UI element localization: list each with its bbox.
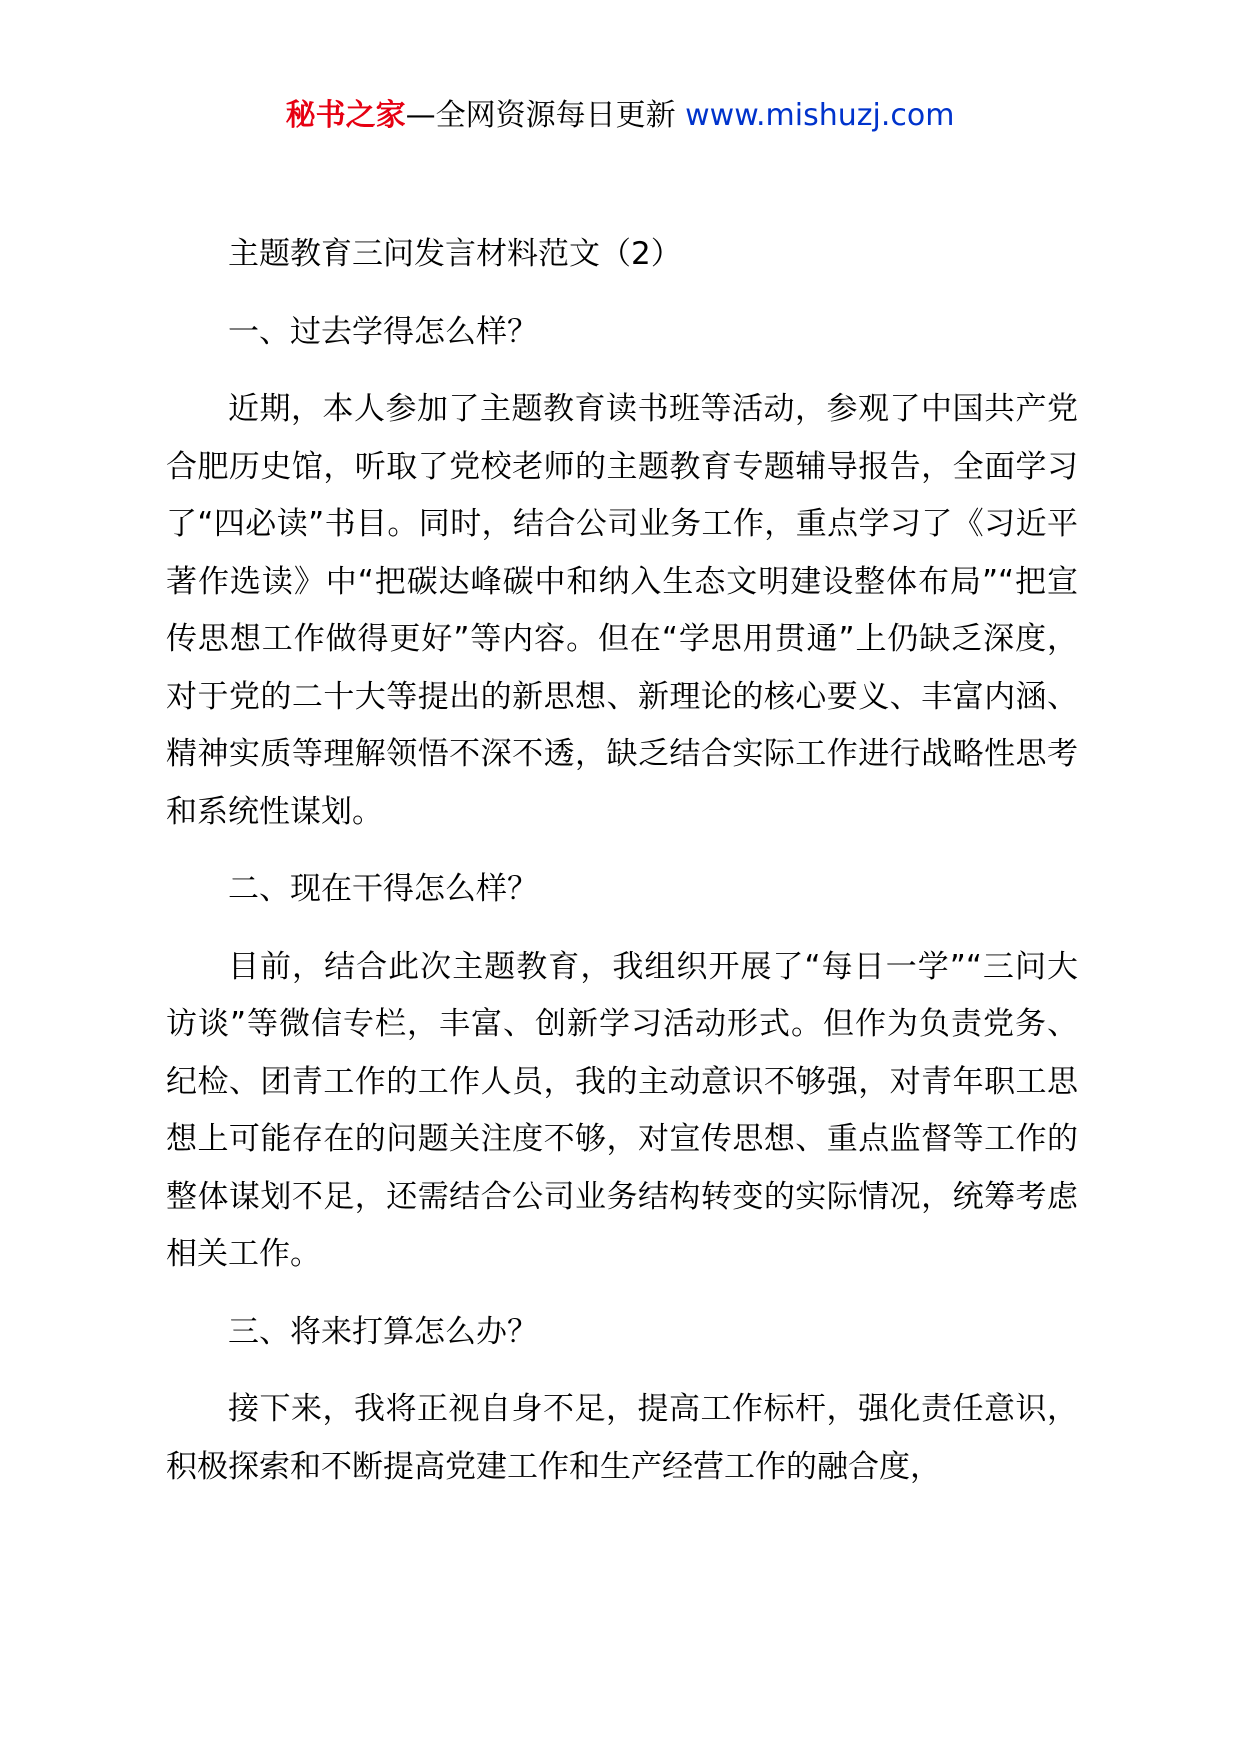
site-slogan: —全网资源每日更新 <box>405 98 686 133</box>
document-title: 主题教育三问发言材料范文（2） <box>228 236 682 272</box>
site-brand: 秘书之家 <box>285 98 406 133</box>
section-paragraph-1: 近期，本人参加了主题教育读书班等活动，参观了中国共产党合肥历史馆，听取了党校老师的主题教育专题辅导报告，全面学习了“四必读”书目。同时，结合公司业务工作，重点学习了《习近平著作选读》中“把碳达峰碳中和纳入生态文明建设整体布局”“把宣传思想工作做得更好”等内容。但在“学思用贯通”上仍缺乏深度，对于党的二十大等提出的新思想、新理论的核心要义、丰富内涵、精神实质等理解领悟不深不透，缺乏结合实际工作进行战略性思考和系统性谋划。 <box>166 391 1078 830</box>
section-paragraph-2: 目前，结合此次主题教育，我组织开展了“每日一学”“三问大访谈”等微信专栏，丰富、创新学习活动形式。但作为负责党务、纪检、团青工作的工作人员，我的主动意识不够强，对青年职工思想上可能存在的问题关注度不够，对宣传思想、重点监督等工作的整体谋划不足，还需结合公司业务结构转变的实际情况，统筹考虑相关工作。 <box>166 948 1078 1272</box>
site-url-link[interactable]: www.mishuzj.com <box>685 98 955 133</box>
document-body <box>166 226 1078 1516</box>
site-header <box>0 96 1240 136</box>
section-paragraph-3: 接下来，我将正视自身不足，提高工作标杆，强化责任意识，积极探索和不断提高党建工作和生产经营工作的融合度， <box>166 1391 1078 1485</box>
section-heading-3: 三、将来打算怎么办？ <box>228 1313 538 1350</box>
section-heading-2: 二、现在干得怎么样？ <box>228 871 538 907</box>
section-heading-1: 一、过去学得怎么样？ <box>228 313 538 350</box>
